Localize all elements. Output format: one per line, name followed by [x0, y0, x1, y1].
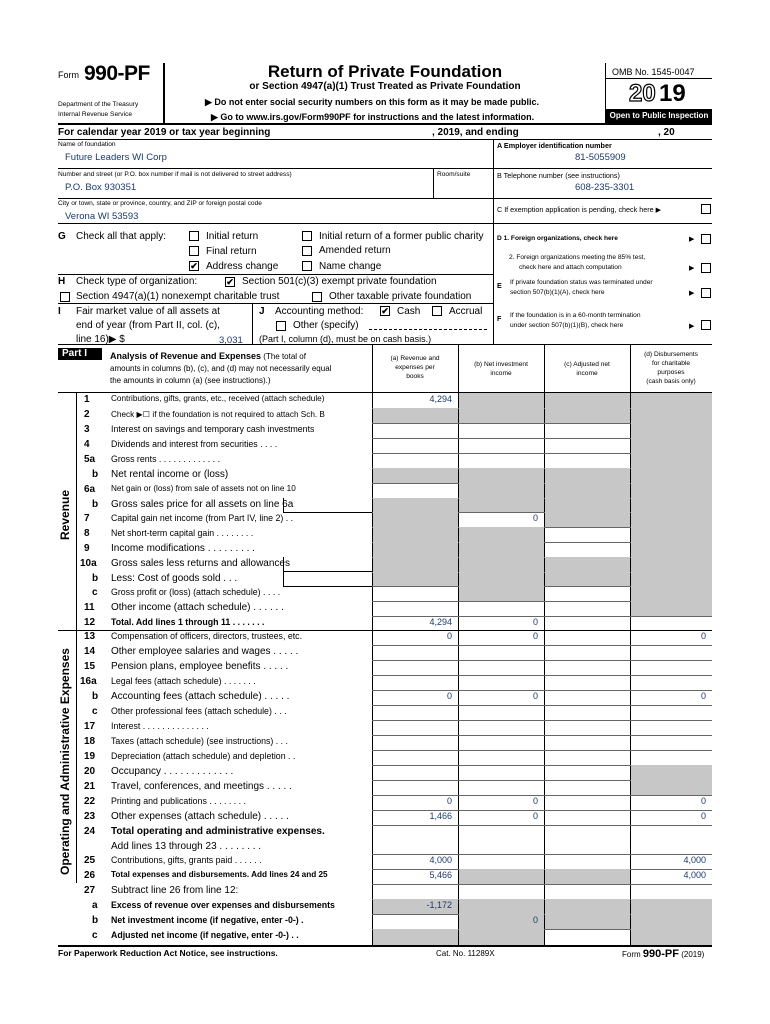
line-number: 4 [84, 439, 90, 450]
shaded-cell [631, 438, 712, 453]
inline-entry-box[interactable] [283, 557, 372, 572]
line-number: 21 [84, 781, 96, 792]
shaded-cell [459, 899, 544, 914]
g-text: Check all that apply: [76, 231, 167, 242]
revenue-side-label: Revenue [58, 489, 72, 540]
footer-form [622, 948, 704, 960]
amount-col-d[interactable]: 4,000 [683, 855, 706, 865]
shaded-cell [545, 572, 630, 586]
other-method-label: Other (specify) [293, 320, 359, 331]
room-label: Room/suite [437, 171, 471, 178]
footer-paperwork-notice: For Paperwork Reduction Act Notice, see instructions. [58, 948, 278, 958]
initial-return-former-charity-label: Initial return of a former public charity [319, 231, 484, 242]
amount-col-a[interactable]: 4,000 [429, 855, 452, 865]
line-description: Gross sales price for all assets on line 6a [111, 499, 294, 510]
row-divider [372, 720, 712, 721]
amount-col-a[interactable]: 4,294 [429, 394, 452, 404]
line-description: Dividends and interest from securities . . . . [111, 439, 278, 449]
line-number: b [92, 469, 99, 480]
col-d-header-4: (cash basis only) [646, 378, 696, 385]
shaded-cell [545, 498, 630, 512]
i-text-line3: line 16)▶ $ [76, 334, 125, 345]
shaded-cell [459, 929, 544, 945]
section-501c3-checkbox[interactable]: ✔ [226, 277, 234, 287]
shaded-cell [459, 572, 544, 586]
part1-label: Part I [62, 348, 88, 359]
amount-col-a[interactable]: 0 [446, 796, 452, 806]
instruction-url: ▶ Go to www.irs.gov/Form990PF for instructions and the latest information. [211, 112, 535, 122]
line-description: Net investment income (if negative, enter -0-) . [111, 915, 304, 925]
line-description: Pension plans, employee benefits . . . . . [111, 661, 289, 672]
f-checkbox[interactable] [701, 320, 711, 330]
line-number: 10a [80, 558, 97, 569]
irs-label: Internal Revenue Service [58, 111, 133, 118]
amount-col-d[interactable]: 4,000 [683, 870, 706, 880]
j-label: J [259, 306, 265, 317]
phone-value: 608-235-3301 [575, 182, 635, 193]
dept-label: Department of the Treasury [58, 101, 139, 108]
instruction-ssn: ▶ Do not enter social security numbers on this form as it may be made public. [205, 97, 539, 107]
shaded-cell [631, 453, 712, 468]
shaded-cell [631, 527, 712, 542]
shaded-cell [631, 601, 712, 616]
line-number: 6a [84, 484, 96, 495]
d2-label-line2: check here and attach computation [519, 264, 622, 271]
street-value: P.O. Box 930351 [65, 182, 137, 193]
shaded-cell [373, 542, 458, 557]
shaded-cell [373, 498, 458, 512]
shaded-cell [459, 542, 544, 557]
line-description: Compensation of officers, directors, trustees, etc. [111, 631, 303, 641]
shaded-cell [459, 527, 544, 542]
part1-title [110, 351, 306, 361]
d1-checkbox[interactable] [701, 234, 711, 244]
line-number: 12 [84, 617, 96, 628]
initial-return-checkbox[interactable] [189, 231, 199, 241]
line-number: a [92, 900, 98, 911]
form-subtitle: or Section 4947(a)(1) Trust Treated as Private Foundation [249, 81, 521, 92]
line-description: Interest . . . . . . . . . . . . . . [111, 721, 209, 731]
row-divider [372, 750, 712, 751]
section-501c3-label: Section 501(c)(3) exempt private foundation [242, 276, 437, 287]
accrual-checkbox[interactable] [432, 306, 442, 316]
foundation-name-label: Name of foundation [58, 141, 116, 148]
ein-value: 81-5055909 [575, 152, 626, 163]
e-checkbox[interactable] [701, 288, 711, 298]
shaded-cell [545, 468, 630, 483]
shaded-cell [545, 869, 630, 884]
other-taxable-label: Other taxable private foundation [329, 291, 472, 302]
calendar-year-end: , 20 [658, 127, 675, 138]
j-note: (Part I, column (d), must be on cash basis.) [259, 334, 432, 344]
section-divider [58, 630, 712, 631]
amount-col-a[interactable]: 5,466 [429, 870, 452, 880]
amount-col-d[interactable]: 0 [700, 811, 706, 821]
part1-title-rest: (The total of [261, 352, 306, 361]
line-description: Taxes (attach schedule) (see instructions) . . . [111, 736, 288, 746]
line-description: Income modifications . . . . . . . . . [111, 543, 255, 554]
f-arrow: ▶ [689, 321, 695, 330]
col-d-header-1: (d) Disbursements [644, 351, 698, 358]
line-number: 23 [84, 811, 96, 822]
line-description: Other income (attach schedule) . . . . . . [111, 602, 284, 613]
footer-form-label: Form [622, 950, 641, 959]
shaded-cell [373, 512, 458, 527]
inline-entry-box[interactable] [283, 572, 372, 587]
row-divider [372, 705, 712, 706]
row-divider [372, 660, 712, 661]
part1-title-main: Analysis of Revenue and Expenses [110, 351, 262, 361]
shaded-cell [631, 765, 712, 780]
row-divider [372, 735, 712, 736]
line-description: Adjusted net income (if negative, enter -0-) . . [111, 930, 299, 940]
shaded-cell [373, 557, 458, 572]
shaded-cell [631, 780, 712, 795]
f-text-line2: under section 507(b)(1)(B), check here [510, 322, 624, 329]
city-label: City or town, state or province, country, and ZIP or foreign postal code [58, 200, 262, 207]
i-text-line1: Fair market value of all assets at [76, 306, 220, 317]
shaded-cell [631, 914, 712, 929]
line-number: 25 [84, 855, 96, 866]
other-taxable-checkbox[interactable] [312, 292, 322, 302]
open-inspection-badge: Open to Public Inspection [609, 111, 709, 120]
name-change-label: Name change [319, 261, 382, 272]
amount-col-d[interactable]: 0 [700, 691, 706, 701]
line-number: 24 [84, 826, 96, 837]
line-number: 3 [84, 424, 90, 435]
line-number: 18 [84, 736, 96, 747]
line-description: Less: Cost of goods sold . . . [111, 573, 238, 584]
line-description: Capital gain net income (from Part IV, line 2) . . [111, 513, 294, 523]
shaded-cell [459, 869, 544, 884]
h-label: H [58, 276, 66, 287]
shaded-cell [631, 423, 712, 438]
line-number: 13 [84, 631, 96, 642]
shaded-cell [631, 899, 712, 914]
shaded-cell [631, 408, 712, 423]
shaded-cell [631, 542, 712, 557]
line-number: 9 [84, 543, 90, 554]
amount-col-b[interactable]: 0 [532, 691, 538, 701]
line-description: Total operating and administrative expenses. [111, 826, 325, 837]
year-outline: 20 [629, 80, 656, 107]
line-number: b [92, 573, 99, 584]
line-description: Gross rents . . . . . . . . . . . . . [111, 454, 221, 464]
part1-desc-line2: the amounts in column (a) (see instructions).) [110, 376, 271, 385]
line-description: Other professional fees (attach schedule) . . . [111, 706, 287, 716]
line-description: Legal fees (attach schedule) . . . . . . . [111, 676, 256, 686]
line-description: Subtract line 26 from line 12: [111, 885, 239, 896]
d1-label: D 1. Foreign organizations, check here [497, 235, 618, 242]
line-description: Accounting fees (attach schedule) . . . . . [111, 691, 290, 702]
address-change-checkbox[interactable]: ✔ [190, 261, 198, 271]
line-number: 26 [84, 870, 96, 881]
j-text: Accounting method: [275, 306, 364, 317]
footer-cat-number: Cat. No. 11289X [436, 949, 495, 958]
amount-col-b[interactable]: 0 [532, 915, 538, 925]
inline-entry-box[interactable] [283, 498, 372, 513]
amount-col-a[interactable]: 4,294 [429, 617, 452, 627]
line-number: c [92, 706, 98, 717]
line-description: Check ▶☐ if the foundation is not required to attach Sch. B [111, 410, 325, 419]
line-number: 22 [84, 796, 96, 807]
line-description-cont: Add lines 13 through 23 . . . . . . . . [111, 841, 262, 852]
line-number: 19 [84, 751, 96, 762]
shaded-cell [545, 557, 630, 572]
shaded-cell [545, 408, 630, 423]
col-c-header-1: (c) Adjusted net [564, 361, 610, 368]
accrual-label: Accrual [449, 306, 483, 317]
line-number: b [92, 499, 99, 510]
line-description: Net rental income or (loss) [111, 469, 229, 480]
line-number: b [92, 915, 99, 926]
col-b-header-1: (b) Net investment [474, 361, 528, 368]
amount-col-b[interactable]: 0 [532, 631, 538, 641]
line-description: Depreciation (attach schedule) and depletion . . [111, 751, 296, 761]
line-description: Gross profit or (loss) (attach schedule) . . . . [111, 587, 281, 597]
shaded-cell [545, 483, 630, 498]
line-description: Net short-term capital gain . . . . . . . . [111, 528, 254, 538]
col-a-header-2: expenses per [395, 364, 435, 371]
line-number: 11 [84, 602, 95, 613]
shaded-cell [545, 512, 630, 527]
amended-return-checkbox[interactable] [302, 246, 312, 256]
shaded-cell [631, 468, 712, 483]
phone-label: B Telephone number (see instructions) [497, 171, 620, 180]
line-number: b [92, 691, 99, 702]
city-value: Verona WI 53593 [65, 211, 139, 222]
shaded-cell [631, 498, 712, 512]
row-divider [372, 645, 712, 646]
line-description: Printing and publications . . . . . . . . [111, 796, 246, 806]
shaded-cell [459, 557, 544, 572]
row-divider [372, 884, 712, 885]
line-number: c [92, 930, 98, 941]
line-description: Other employee salaries and wages . . . . . [111, 646, 299, 657]
line-number: 7 [84, 513, 90, 524]
amount-col-b[interactable]: 0 [532, 513, 538, 523]
shaded-cell [631, 557, 712, 572]
line-description: Contributions, gifts, grants, etc., received (attach schedule) [111, 394, 325, 403]
shaded-cell [631, 572, 712, 586]
line-number: 16a [80, 676, 97, 687]
line-number: 5a [84, 454, 96, 465]
i-label: I [58, 306, 61, 317]
row-divider [372, 825, 712, 826]
shaded-cell [631, 586, 712, 601]
amount-col-b[interactable]: 0 [532, 811, 538, 821]
shaded-cell [459, 393, 544, 408]
line-number: 15 [84, 661, 96, 672]
e-label: E [497, 281, 502, 290]
line-description: Other expenses (attach schedule) . . . . . [111, 811, 289, 822]
shaded-cell [545, 899, 630, 914]
footer-year: (2019) [681, 950, 705, 959]
shaded-cell [459, 408, 544, 423]
col-d-header-3: purposes [657, 369, 685, 376]
footer-form-number: 990-PF [642, 948, 679, 960]
cash-label: Cash [397, 306, 421, 317]
col-b-header-2: income [490, 370, 512, 377]
shaded-cell [631, 512, 712, 527]
final-return-checkbox[interactable] [189, 246, 199, 256]
amount-col-a[interactable]: 0 [446, 631, 452, 641]
form-label: Form [58, 70, 79, 80]
amount-col-a[interactable]: 0 [446, 691, 452, 701]
e-arrow: ▶ [689, 288, 695, 297]
amount-col-a[interactable]: -1,172 [426, 900, 452, 910]
line-description: Excess of revenue over expenses and disbursements [111, 900, 335, 910]
shaded-cell [459, 498, 544, 512]
calendar-year-label: For calendar year 2019 or tax year beginning [58, 127, 271, 138]
line-description: Gross sales less returns and allowances [111, 558, 290, 569]
form-title: Return of Private Foundation [267, 62, 503, 81]
shaded-cell [545, 393, 630, 408]
section-4947-label: Section 4947(a)(1) nonexempt charitable trust [76, 291, 280, 302]
address-change-label: Address change [206, 261, 279, 272]
line-number: 2 [84, 409, 90, 420]
part1-desc-line1: amounts in columns (b), (c), and (d) may not necessarily equal [110, 364, 332, 373]
col-d-header-2: for charitable [651, 360, 691, 367]
amount-col-a[interactable]: 1,466 [429, 811, 452, 821]
line-number: 14 [84, 646, 96, 657]
shaded-cell [373, 929, 458, 945]
calendar-year-mid: , 2019, and ending [432, 127, 519, 138]
shaded-cell [631, 929, 712, 945]
shaded-cell [373, 408, 458, 423]
line-number: c [92, 587, 98, 598]
shaded-cell [373, 527, 458, 542]
cash-checkbox[interactable]: ✔ [381, 306, 389, 316]
initial-return-label: Initial return [206, 231, 259, 242]
amended-return-label: Amended return [319, 245, 391, 256]
amount-col-d[interactable]: 0 [700, 796, 706, 806]
amount-col-d[interactable]: 0 [700, 631, 706, 641]
d2-arrow: ▶ [689, 263, 695, 272]
foundation-name: Future Leaders WI Corp [65, 152, 167, 163]
name-change-checkbox[interactable] [302, 261, 312, 271]
amount-col-b[interactable]: 0 [532, 617, 538, 627]
shaded-cell [373, 468, 458, 483]
ein-label: A Employer identification number [497, 141, 612, 150]
exemption-pending-label: C If exemption application is pending, check here ▶ [497, 205, 662, 214]
line-description: Contributions, gifts, grants paid . . . . . . [111, 855, 262, 865]
col-a-header-1: (a) Revenue and [390, 355, 440, 362]
d2-checkbox[interactable] [701, 263, 711, 273]
line-description: Travel, conferences, and meetings . . . . . [111, 781, 292, 792]
g-label: G [58, 231, 66, 242]
line-description: Total. Add lines 1 through 11 . . . . . . . [111, 617, 265, 627]
col-a-header-3: books [406, 373, 424, 380]
line-number: 1 [84, 394, 90, 405]
line-number: 8 [84, 528, 90, 539]
shaded-cell [459, 468, 544, 483]
shaded-cell [459, 483, 544, 498]
street-label: Number and street (or P.O. box number if mail is not delivered to street address) [58, 171, 292, 178]
shaded-cell [459, 586, 544, 601]
expenses-side-label: Operating and Administrative Expenses [58, 648, 72, 875]
other-method-checkbox[interactable] [276, 321, 286, 331]
line-description: Occupancy . . . . . . . . . . . . . [111, 766, 234, 777]
col-c-header-2: income [576, 370, 598, 377]
line-number: 27 [84, 885, 96, 896]
f-text-line1: If the foundation is in a 60-month termination [510, 312, 641, 319]
shaded-cell [545, 914, 630, 929]
shaded-cell [631, 483, 712, 498]
year-bold: 19 [659, 80, 686, 107]
row-divider [372, 675, 712, 676]
line-number: 20 [84, 766, 96, 777]
line-description: Interest on savings and temporary cash investments [111, 424, 315, 434]
shaded-cell [631, 393, 712, 408]
e-text-line2: section 507(b)(1)(A), check here [510, 289, 605, 296]
line-number: 17 [84, 721, 96, 732]
line-description: Net gain or (loss) from sale of assets not on line 10 [111, 484, 296, 493]
e-text-line1: If private foundation status was terminated under [510, 279, 653, 286]
h-text: Check type of organization: [76, 276, 198, 287]
amount-col-b[interactable]: 0 [532, 796, 538, 806]
f-label: F [497, 314, 502, 323]
i-text-line2: end of year (from Part II, col. (c), [76, 320, 220, 331]
initial-return-former-charity-checkbox[interactable] [302, 231, 312, 241]
fmv-value: 3,031 [219, 335, 243, 346]
d2-label-line1: 2. Foreign organizations meeting the 85% test, [509, 254, 646, 261]
form-number: 990-PF [84, 62, 150, 85]
shaded-cell [373, 572, 458, 586]
final-return-label: Final return [206, 246, 257, 257]
d1-arrow: ▶ [689, 234, 695, 243]
section-4947-checkbox[interactable] [60, 292, 70, 302]
line-description: Total expenses and disbursements. Add lines 24 and 25 [111, 870, 328, 879]
exemption-pending-checkbox[interactable] [701, 204, 711, 214]
omb-number: OMB No. 1545-0047 [612, 67, 695, 77]
